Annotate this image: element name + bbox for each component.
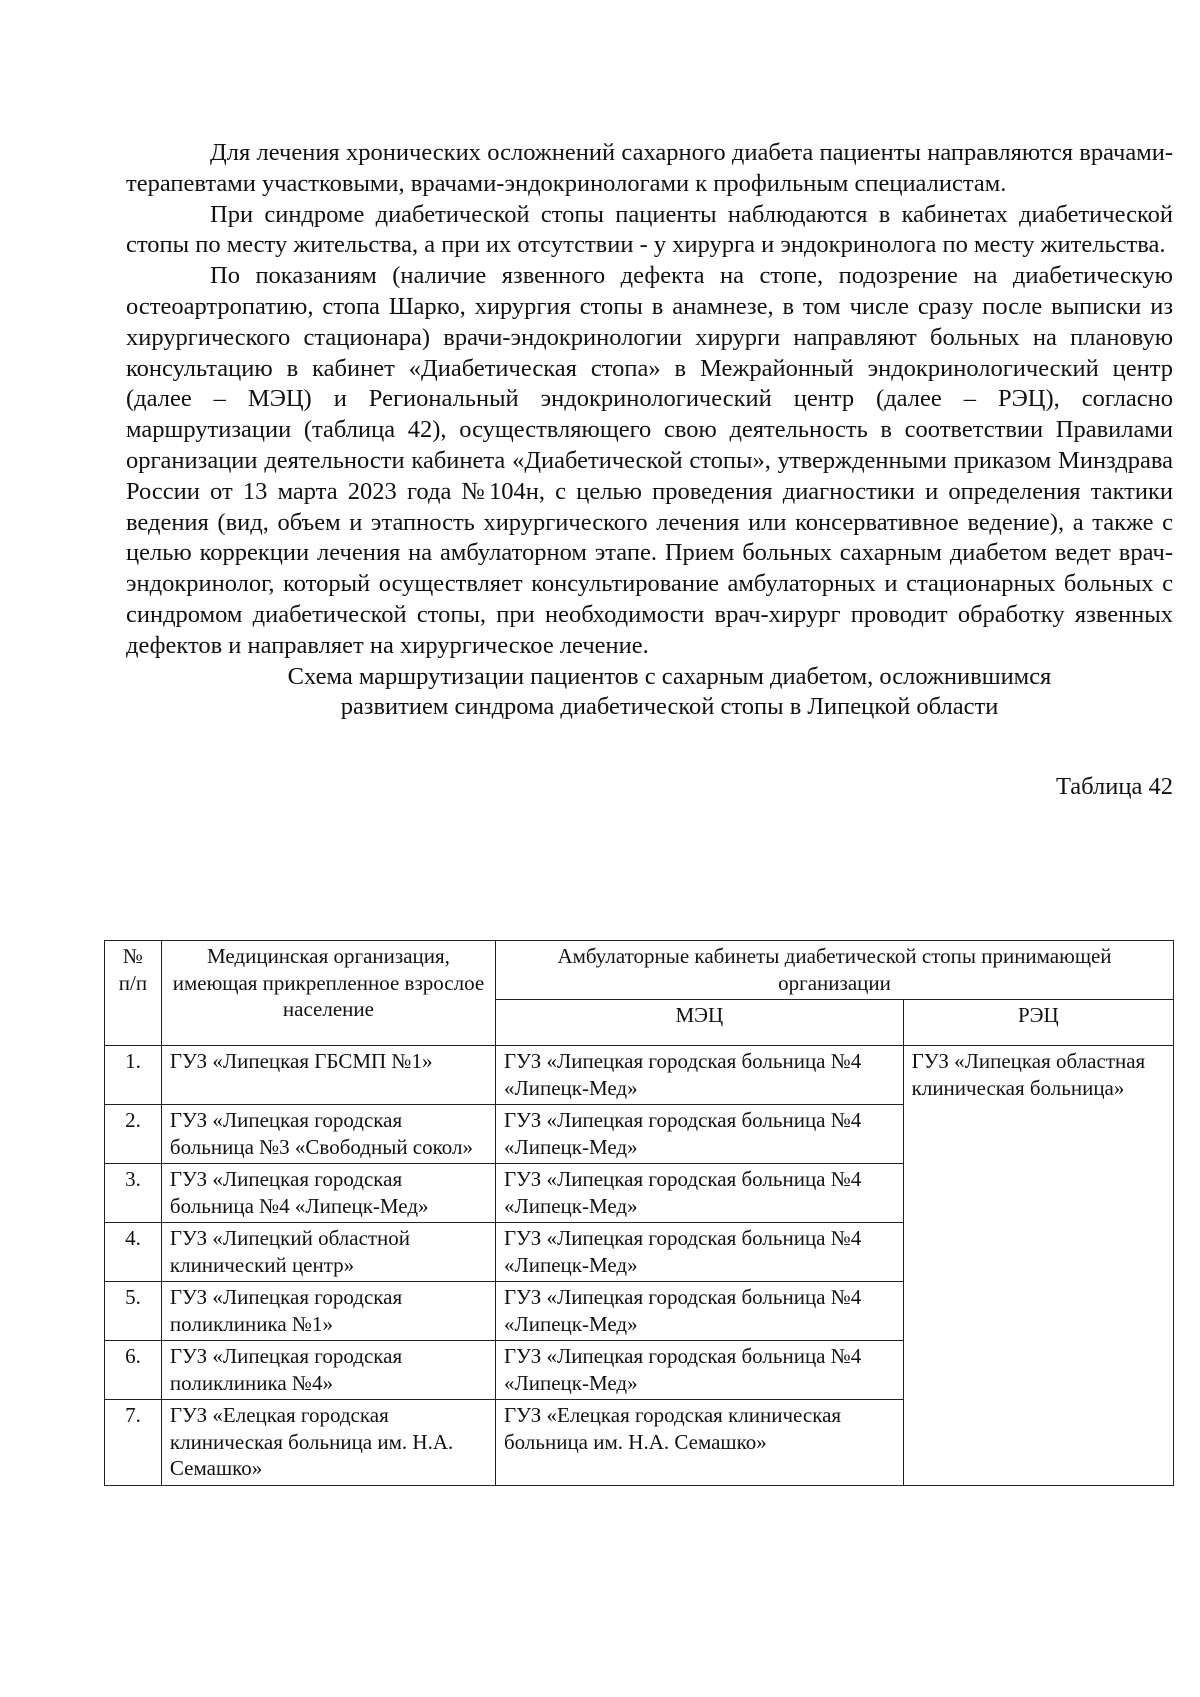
- row-mec: ГУЗ «Липецкая городская больница №4 «Липецк-Мед»: [496, 1046, 904, 1105]
- row-num: 6.: [105, 1341, 162, 1400]
- row-num: 2.: [105, 1105, 162, 1164]
- paragraph-1: Для лечения хронических осложнений сахарного диабета пациенты направляются врачами-терапевтами участковыми, врачами-эндокринологами к профильным специалистам.: [126, 139, 1173, 197]
- row-mec: ГУЗ «Липецкая городская больница №4 «Липецк-Мед»: [496, 1282, 904, 1341]
- header-group: Амбулаторные кабинеты диабетической стопы принимающей организации: [496, 941, 1174, 1000]
- row-org: ГУЗ «Липецкая городская больница №4 «Липецк-Мед»: [161, 1164, 495, 1223]
- table-caption-line-2: развитием синдрома диабетической стопы в Липецкой области: [340, 693, 999, 721]
- header-num: № п/п: [105, 941, 162, 1046]
- table-number-label: Таблица 42: [1055, 773, 1173, 801]
- row-org: ГУЗ «Липецкая городская поликлиника №1»: [161, 1282, 495, 1341]
- row-num: 3.: [105, 1164, 162, 1223]
- table-header-row: [105, 941, 1174, 1000]
- row-num: 1.: [105, 1046, 162, 1105]
- row-num: 7.: [105, 1400, 162, 1486]
- row-num: 4.: [105, 1223, 162, 1282]
- routing-table: [104, 940, 1174, 1486]
- row-mec: ГУЗ «Липецкая городская больница №4 «Липецк-Мед»: [496, 1223, 904, 1282]
- document-body: [126, 138, 1173, 805]
- paragraph-2: При синдроме диабетической стопы пациенты наблюдаются в кабинетах диабетической стопы по месту жительства, а при их отсутствии - у хирурга и эндокринолога по месту жительства.: [126, 200, 1173, 259]
- header-org: Медицинская организация, имеющая прикрепленное взрослое население: [161, 941, 495, 1046]
- header-mec: МЭЦ: [496, 1000, 904, 1046]
- row-org: ГУЗ «Елецкая городская клиническая больница им. Н.А. Семашко»: [161, 1400, 495, 1486]
- row-mec: ГУЗ «Липецкая городская больница №4 «Липецк-Мед»: [496, 1164, 904, 1223]
- header-rec: РЭЦ: [903, 1000, 1173, 1046]
- row-org: ГУЗ «Липецкая городская поликлиника №4»: [161, 1341, 495, 1400]
- row-org: ГУЗ «Липецкий областной клинический центр»: [161, 1223, 495, 1282]
- row-num: 5.: [105, 1282, 162, 1341]
- row-org: ГУЗ «Липецкая ГБСМП №1»: [161, 1046, 495, 1105]
- rec-cell: ГУЗ «Липецкая областная клиническая больница»: [903, 1046, 1173, 1486]
- row-org: ГУЗ «Липецкая городская больница №3 «Свободный сокол»: [161, 1105, 495, 1164]
- table-row: [105, 1046, 1174, 1105]
- paragraph-3: По показаниям (наличие язвенного дефекта на стопе, подозрение на диабетическую остеоартропатию, стопа Шарко, хирургия стопы в анамнезе, в том числе сразу после выписки из хирургического стационара) врачи-эндокринологии хирурги направляют больных на плановую консультацию в кабинет «Диабетическая стопа» в Межрайонный эндокринологический центр (далее – МЭЦ) и Региональный эндокринологический центр (далее – РЭЦ), согласно маршрутизации (таблица 42), осуществляющего свою деятельность в соответствии Правилами организации деятельности кабинета «Диабетической стопы», утвержденными приказом Минздрава России от 13 марта 2023 года №104н, с целью проведения диагностики и определения тактики ведения (вид, объем и этапность хирургического лечения или консервативное ведение), а также с целью коррекции лечения на амбулаторном этапе. Прием больных сахарным диабетом ведет врач-эндокринолог, который осуществляет консультирование амбулаторных и стационарных больных с синдромом диабетической стопы, при необходимости врач-хирург проводит обработку язвенных дефектов и направляет на хирургическое лечение.: [126, 262, 1173, 659]
- row-mec: ГУЗ «Елецкая городская клиническая больница им. Н.А. Семашко»: [496, 1400, 904, 1486]
- table-caption-line-1: Схема маршрутизации пациентов с сахарным диабетом, осложнившимся: [287, 662, 1052, 690]
- row-mec: ГУЗ «Липецкая городская больница №4 «Липецк-Мед»: [496, 1105, 904, 1164]
- row-mec: ГУЗ «Липецкая городская больница №4 «Липецк-Мед»: [496, 1341, 904, 1400]
